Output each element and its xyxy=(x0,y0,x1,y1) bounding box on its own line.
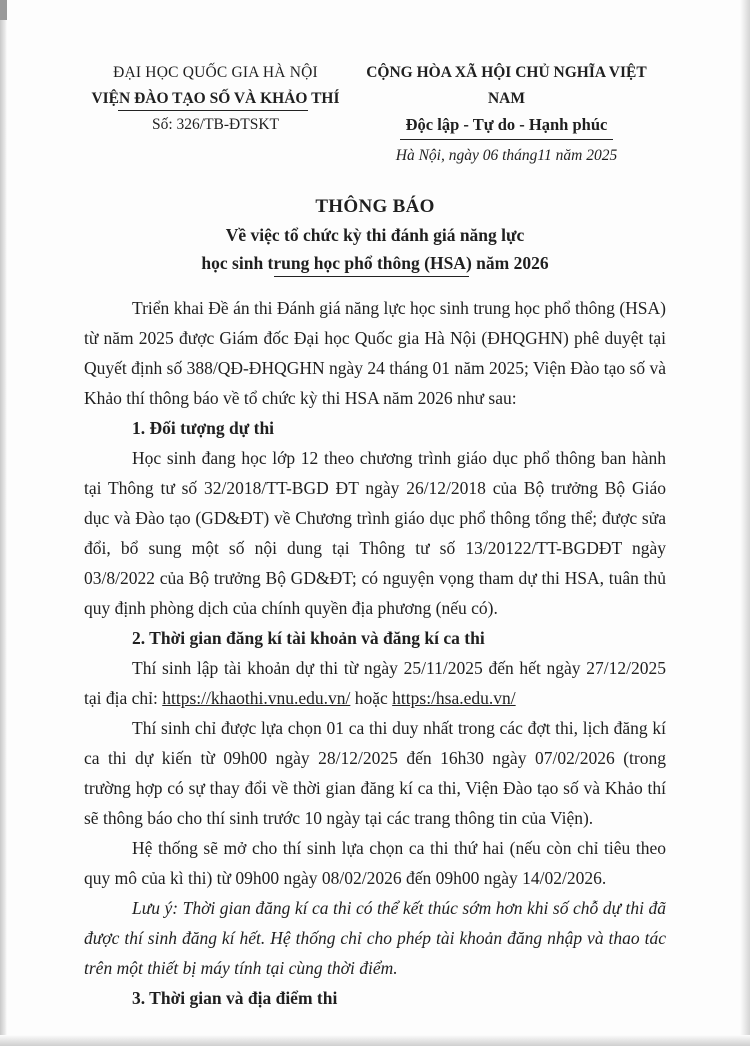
page-corner-mark xyxy=(0,0,7,20)
section-2-heading: 2. Thời gian đăng kí tài khoản và đăng kí ca thi xyxy=(132,628,485,648)
section-2-paragraph-3: Hệ thống sẽ mở cho thí sinh lựa chọn ca thi thứ hai (nếu còn chỉ tiêu theo quy mô của kì thi) từ 09h00 ngày 08/02/2026 đến 09h00 ngày 14/02/2026. xyxy=(84,838,666,888)
dept-name: VIỆN ĐÀO TẠO SỐ VÀ KHẢO THÍ xyxy=(84,86,347,112)
section-2-paragraph-1 xyxy=(84,653,666,713)
letterhead xyxy=(84,60,666,169)
section-3-heading: 3. Thời gian và địa điểm thi xyxy=(132,988,338,1008)
hsa-link[interactable]: https:/hsa.edu.vn/ xyxy=(392,688,516,708)
title-sub-2 xyxy=(84,249,666,277)
section-1-paragraph: Học sinh đang học lớp 12 theo chương trình giáo dục phổ thông ban hành tại Thông tư số 32/2018/TT-BGD ĐT ngày 26/12/2018 của Bộ trưởng Bộ Giáo dục và Đào tạo (GD&ĐT) về Chương trình giáo dục phổ thông tổng thể; được sửa đổi, bổ sung một số nội dung tại Thông tư số 13/20122/TT-BGDĐT ngày 03/8/2022 của Bộ trưởng Bộ GD&ĐT; có nguyện vọng tham dự thi HSA, tuân thủ quy định phòng dịch của chính quyền địa phương (nếu có). xyxy=(84,448,666,618)
registration-period-text: Thí sinh lập tài khoản dự thi từ ngày 25/11/2025 đến hết ngày 27/12/2025 tại địa chỉ: xyxy=(84,658,666,708)
letterhead-right xyxy=(347,60,666,169)
document-body xyxy=(84,293,666,1013)
page-edge-left xyxy=(0,0,7,1046)
doc-number: Số: 326/TB-ĐTSKT xyxy=(151,116,279,133)
document-content xyxy=(84,60,666,1013)
letterhead-left xyxy=(84,60,347,138)
section-1-heading: 1. Đối tượng dự thi xyxy=(132,418,275,438)
date-line: Hà Nội, ngày 06 tháng11 năm 2025 xyxy=(395,147,618,164)
document-title-block xyxy=(84,193,666,277)
motto-text: Độc lập - Tự do - Hạnh phúc xyxy=(400,112,614,140)
page-edge-bottom xyxy=(0,1035,750,1046)
nation-title: CỘNG HÒA XÃ HỘI CHỦ NGHĨA VIỆT NAM xyxy=(366,64,647,107)
motto-line xyxy=(347,112,666,140)
title-sub-2-text: học sinh trung học phổ thông (HSA) năm 2026 xyxy=(201,249,548,277)
section-2-paragraph-2: Thí sinh chỉ được lựa chọn 01 ca thi duy nhất trong các đợt thi, lịch đăng kí ca thi dự kiến từ 09h00 ngày 28/12/2025 đến 16h30 ngày 07/02/2026 (trong trường hợp có sự thay đổi về thời gian đăng kí ca thi, Viện Đào tạo số và Khảo thí sẽ thông báo cho thí sinh trước 10 ngày tại các trang thông tin của Viện). xyxy=(84,718,666,828)
title-sub-1: Về việc tổ chức kỳ thi đánh giá năng lực xyxy=(225,225,525,245)
section-2-note: Lưu ý: Thời gian đăng kí ca thi có thể kết thúc sớm hơn khi số chỗ dự thi đã được thí sinh đăng kí hết. Hệ thống chỉ cho phép tài khoản đăng nhập và thao tác trên một thiết bị máy tính tại cùng thời điểm. xyxy=(84,898,666,978)
title-main: THÔNG BÁO xyxy=(315,196,435,217)
org-name: ĐẠI HỌC QUỐC GIA HÀ NỘI xyxy=(113,64,318,81)
page-edge-right xyxy=(740,0,750,1046)
intro-paragraph: Triển khai Đề án thi Đánh giá năng lực học sinh trung học phổ thông (HSA) từ năm 2025 được Giám đốc Đại học Quốc gia Hà Nội (ĐHQGHN) phê duyệt tại Quyết định số 388/QĐ-ĐHQGHN ngày 24 tháng 01 năm 2025; Viện Đào tạo số và Khảo thí thông báo về tổ chức kỳ thi HSA năm 2026 như sau: xyxy=(84,298,666,408)
link-connector-text: hoặc xyxy=(350,688,393,708)
khaothi-link[interactable]: https://khaothi.vnu.edu.vn/ xyxy=(162,688,351,708)
